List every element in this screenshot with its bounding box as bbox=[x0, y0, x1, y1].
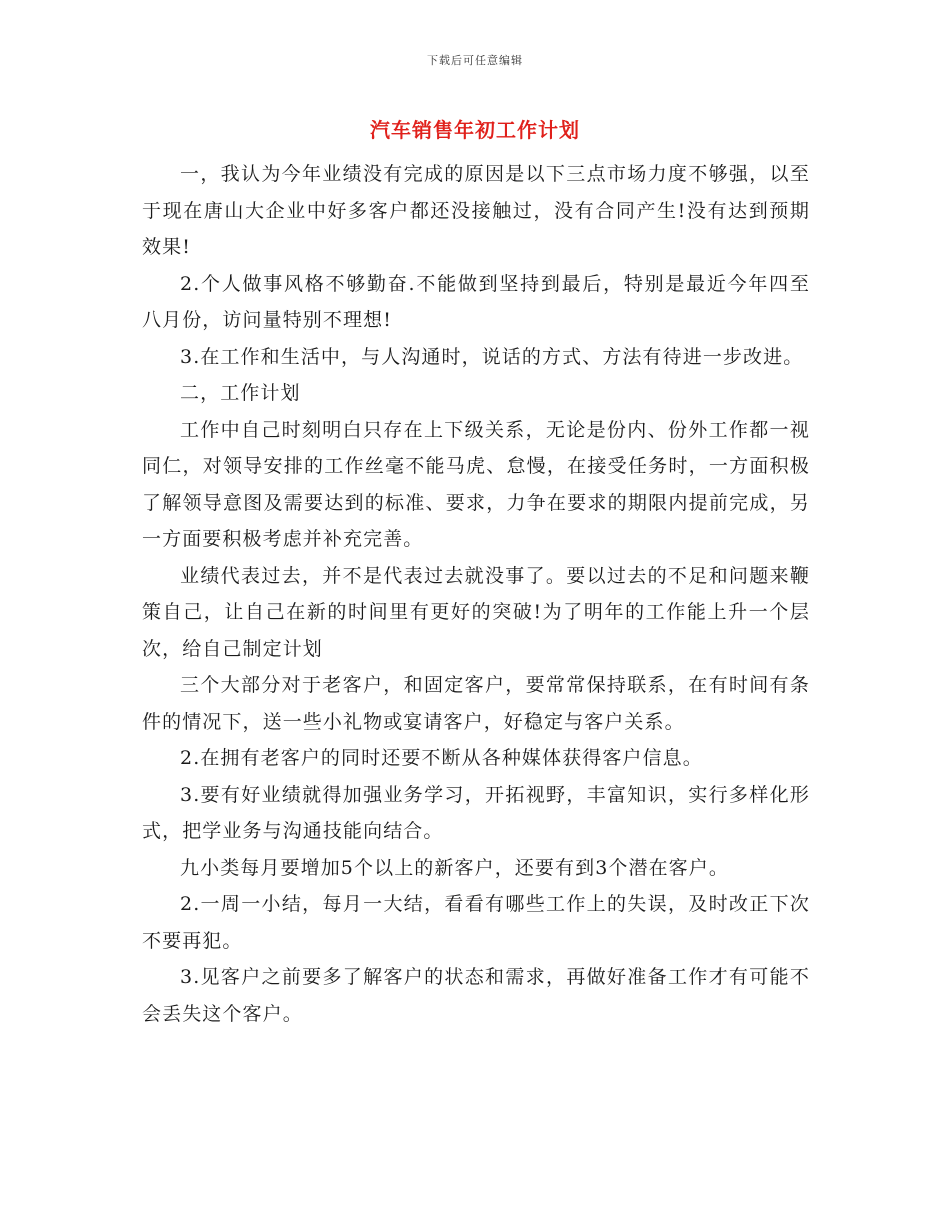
paragraph-2: 2.个人做事风格不够勤奋.不能做到坚持到最后，特别是最近今年四至八月份，访问量特别不理想! bbox=[142, 272, 810, 331]
paragraph-8: 2.在拥有老客户的同时还要不断从各种媒体获得客户信息。 bbox=[180, 747, 703, 769]
paragraph-6: 业绩代表过去，并不是代表过去就没事了。要以过去的不足和问题来鞭策自己，让自己在新的时间里有更好的突破!为了明年的工作能上升一个层次，给自己制定计划 bbox=[142, 564, 810, 660]
page-header: 下载后可任意编辑 bbox=[427, 54, 523, 67]
document-title: 汽车销售年初工作计划 bbox=[370, 118, 580, 142]
paragraph-11: 2.一周一小结，每月一大结，看看有哪些工作上的失误，及时改正下次不要再犯。 bbox=[142, 893, 810, 952]
section-heading-work-plan: 二，工作计划 bbox=[180, 382, 301, 404]
paragraph-5: 工作中自己时刻明白只存在上下级关系，无论是份内、份外工作都一视同仁，对领导安排的工作丝毫不能马虎、怠慢，在接受任务时，一方面积极了解领导意图及需要达到的标准、要求，力争在要求的期限内提前完成，另一方面要积极考虑并补充完善。 bbox=[142, 418, 810, 550]
paragraph-12: 3.见客户之前要多了解客户的状态和需求，再做好准备工作才有可能不会丢失这个客户。 bbox=[142, 966, 810, 1025]
paragraph-7: 三个大部分对于老客户，和固定客户，要常常保持联系，在有时间有条件的情况下，送一些小礼物或宴请客户，好稳定与客户关系。 bbox=[142, 674, 810, 733]
paragraph-9: 3.要有好业绩就得加强业务学习，开拓视野，丰富知识，实行多样化形式，把学业务与沟通技能向结合。 bbox=[142, 783, 810, 842]
paragraph-10: 九小类每月要增加5个以上的新客户，还要有到3个潜在客户。 bbox=[180, 856, 729, 879]
document-body bbox=[142, 156, 810, 1032]
paragraph-3: 3.在工作和生活中，与人沟通时，说话的方式、方法有待进一步改进。 bbox=[180, 345, 804, 368]
paragraph-1: 一，我认为今年业绩没有完成的原因是以下三点市场力度不够强，以至于现在唐山大企业中好多客户都还没接触过，没有合同产生!没有达到预期效果! bbox=[142, 163, 810, 258]
